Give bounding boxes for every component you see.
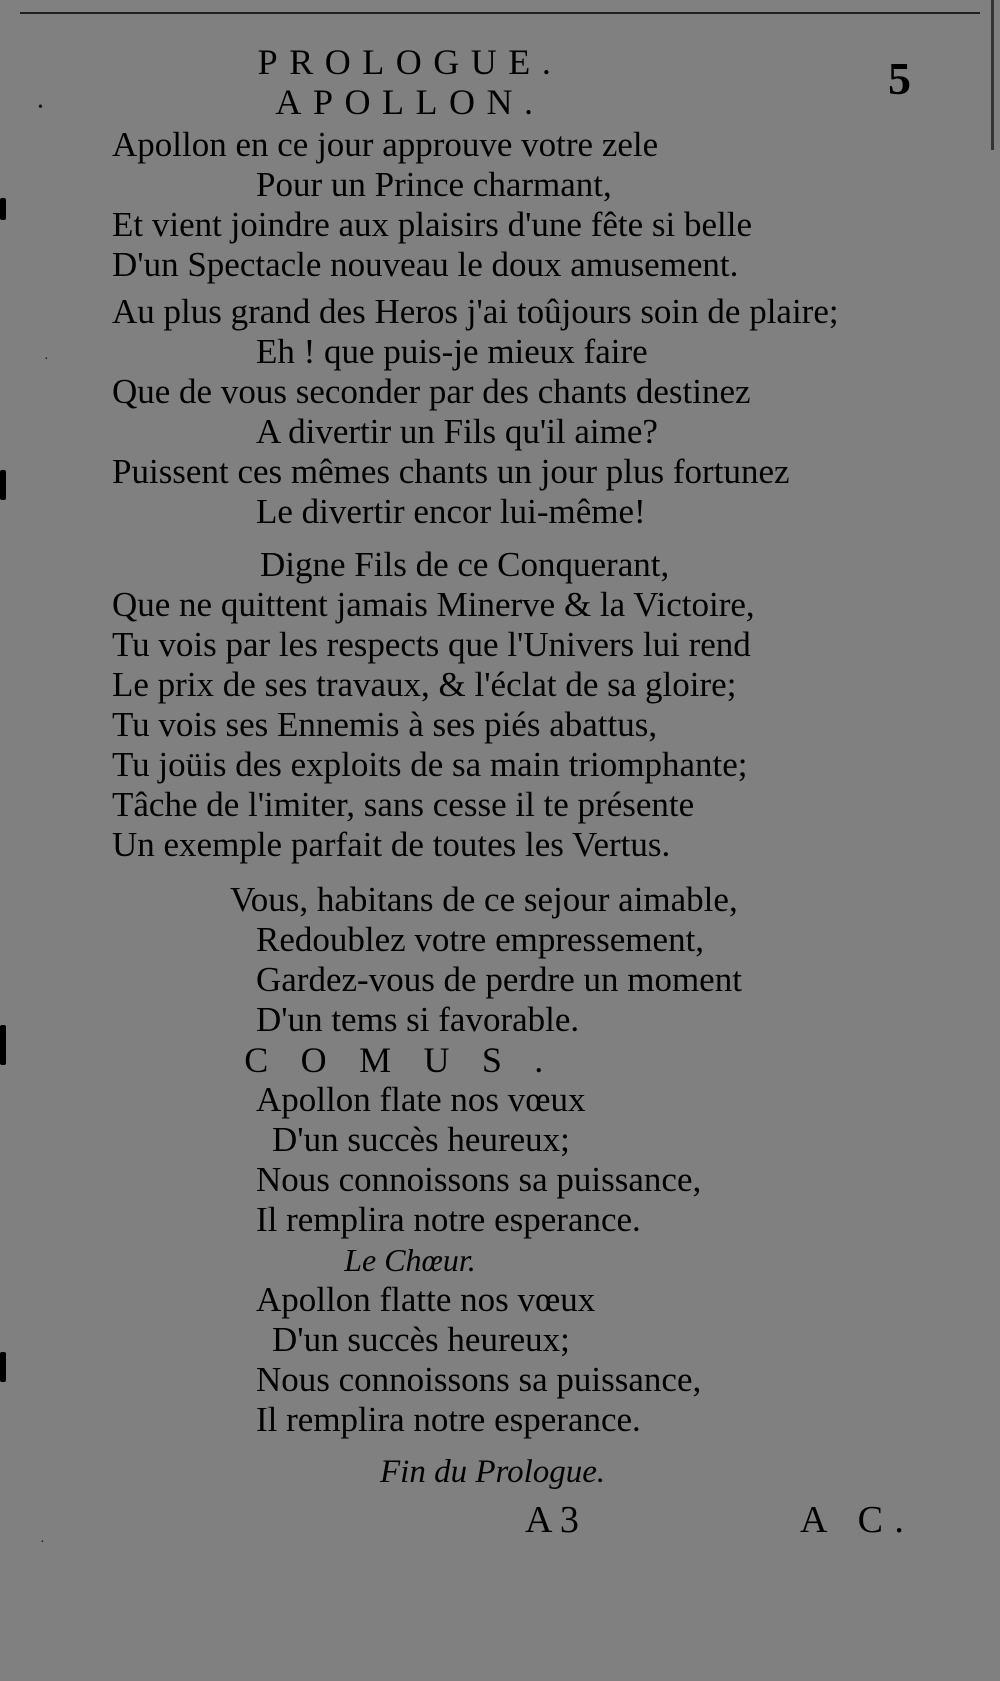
verse-line: Que de vous seconder par des chants destinez bbox=[112, 372, 751, 411]
verse-line: Gardez-vous de perdre un moment bbox=[256, 960, 742, 999]
verse-line: Eh ! que puis-je mieux faire bbox=[256, 332, 648, 371]
verse-line: Vous, habitans de ce sejour aimable, bbox=[230, 880, 738, 919]
margin-ink-mark bbox=[0, 470, 6, 500]
ink-speck: • bbox=[38, 100, 43, 115]
verse-line: Apollon flatte nos vœux bbox=[256, 1280, 596, 1319]
verse-line: D'un succès heureux; bbox=[272, 1120, 570, 1159]
verse-line: Le prix de ses travaux, & l'éclat de sa gloire; bbox=[112, 665, 737, 704]
verse-line: Digne Fils de ce Conquerant, bbox=[260, 545, 670, 584]
signature-mark: A 3 bbox=[525, 1499, 579, 1541]
verse-line: Tu vois ses Ennemis à ses piés abattus, bbox=[112, 705, 658, 744]
page-edge-mark bbox=[991, 0, 994, 150]
verse-line: Et vient joindre aux plaisirs d'une fête si belle bbox=[112, 205, 753, 244]
page-number: 5 bbox=[888, 53, 911, 104]
end-note: Fin du Prologue. bbox=[380, 1454, 606, 1490]
speaker-heading: Le Chœur. bbox=[344, 1242, 476, 1278]
verse-line: Un exemple parfait de toutes les Vertus. bbox=[112, 825, 671, 864]
verse-line: Redoublez votre empressement, bbox=[256, 920, 705, 959]
verse-line: Au plus grand des Heros j'ai toûjours soin de plaire; bbox=[112, 292, 839, 331]
verse-line: Tâche de l'imiter, sans cesse il te présente bbox=[112, 785, 695, 824]
verse-line: Apollon en ce jour approuve votre zele bbox=[112, 125, 659, 164]
verse-line: Nous connoissons sa puissance, bbox=[256, 1360, 702, 1399]
verse-line: D'un succès heureux; bbox=[272, 1320, 570, 1359]
catchword: A C. bbox=[800, 1499, 916, 1541]
verse-line: Pour un Prince charmant, bbox=[256, 165, 612, 204]
verse-line: Apollon flate nos vœux bbox=[256, 1080, 586, 1119]
speaker-heading: APOLLON. bbox=[275, 82, 545, 122]
margin-ink-mark bbox=[0, 1352, 6, 1382]
margin-ink-mark bbox=[0, 198, 6, 220]
verse-line: Tu vois par les respects que l'Univers lui rend bbox=[112, 625, 751, 664]
verse-line: Il remplira notre esperance. bbox=[256, 1200, 641, 1239]
verse-line: Tu joüis des exploits de sa main triomphante; bbox=[112, 745, 748, 784]
verse-line: D'un Spectacle nouveau le doux amusement. bbox=[112, 245, 739, 284]
page-title: PROLOGUE. bbox=[257, 42, 563, 82]
verse-line: A divertir un Fils qu'il aime? bbox=[256, 412, 658, 451]
verse-line: Nous connoissons sa puissance, bbox=[256, 1160, 702, 1199]
speaker-heading: COMUS. bbox=[244, 1040, 576, 1080]
verse-line: Il remplira notre esperance. bbox=[256, 1400, 641, 1439]
verse-line: D'un tems si favorable. bbox=[256, 1000, 580, 1039]
verse-line: Le divertir encor lui-même! bbox=[256, 492, 646, 531]
verse-line: Puissent ces mêmes chants un jour plus fortunez bbox=[112, 452, 790, 491]
top-rule bbox=[20, 12, 980, 14]
verse-line: Que ne quittent jamais Minerve & la Victoire, bbox=[112, 585, 755, 624]
ink-speck: · bbox=[40, 1535, 45, 1550]
ink-speck: · bbox=[44, 352, 49, 367]
